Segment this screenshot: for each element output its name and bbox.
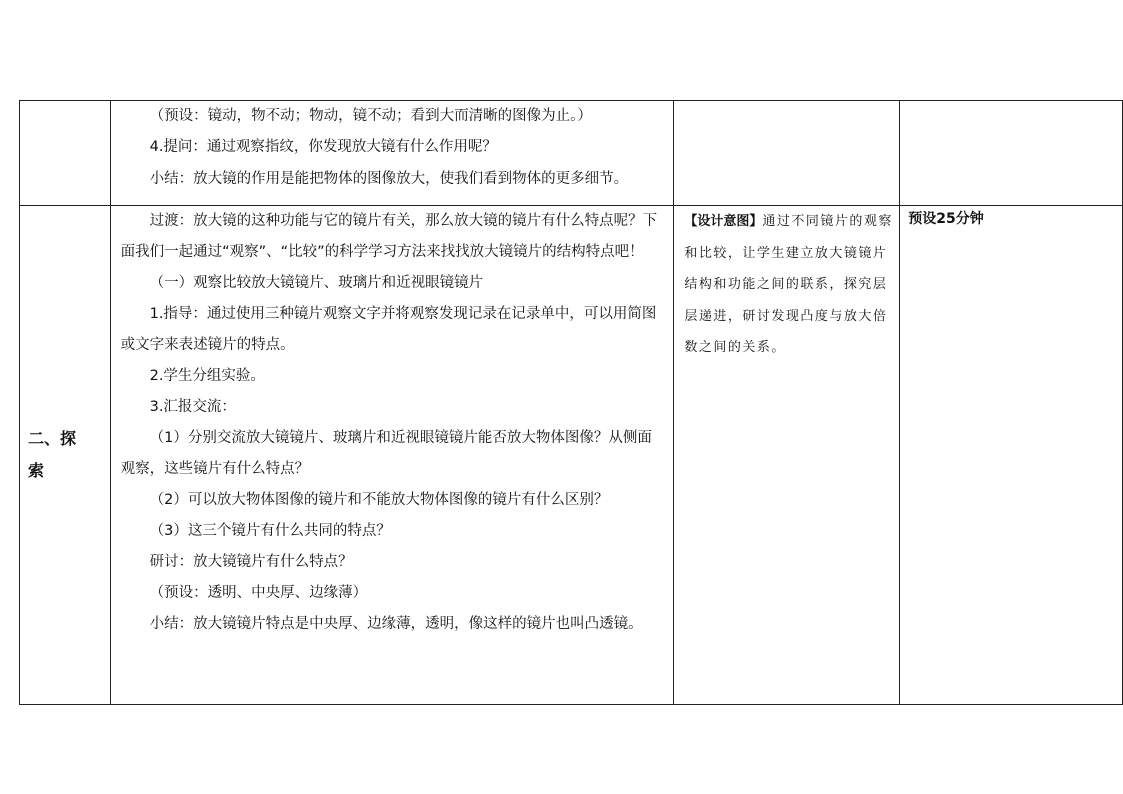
report-item-3: （3）这三个镜片有什么共同的特点？ [149, 523, 391, 539]
discussion-line: 研讨：放大镜镜片有什么特点？ [149, 554, 353, 570]
time-label: 预设25分钟 [908, 211, 984, 227]
table-row [20, 101, 1123, 206]
table-row [20, 206, 1123, 705]
report-item-2: （2）可以放大物体图像的镜片和不能放大物体图像的镜片有什么区别？ [149, 492, 609, 508]
design-intent-tag: 【设计意图】 [684, 214, 763, 229]
stage-label-line1: 二、探 [28, 429, 77, 448]
report-line: 3.汇报交流： [149, 399, 236, 415]
design-intent-text: 通过不同镜片的观察和比较，让学生建立放大镜镜片结构和功能之间的联系，探究层层递进，研讨发现凸度与放大倍数之间的关系。 [684, 214, 893, 355]
summary-line: 小结：放大镜镜片特点是中央厚、边缘薄，透明，像这样的镜片也叫凸透镜。 [149, 616, 643, 632]
section-heading: （一）观察比较放大镜镜片、玻璃片和近视眼镜镜片 [149, 275, 484, 291]
experiment-line: 2.学生分组实验。 [149, 368, 265, 384]
transition-line: 过渡：放大镜的这种功能与它的镜片有关，那么放大镜的镜片有什么特点呢？下面我们一起通过“观察”、“比较”的科学学习方法来找找放大镜镜片的结构特点吧！ [120, 213, 658, 260]
activity-cell [110, 206, 674, 705]
question-line: 4.提问：通过观察指纹，你发现放大镜有什么作用呢？ [149, 139, 497, 155]
preset-line: （预设：镜动，物不动；物动，镜不动；看到大而清晰的图像为止。） [149, 108, 592, 124]
design-intent-cell [674, 206, 900, 705]
stage-label-line2: 索 [28, 461, 45, 480]
preset-line: （预设：透明、中央厚、边缘薄） [149, 585, 368, 601]
stage-cell [20, 206, 111, 705]
activity-cell [110, 101, 674, 206]
lesson-plan-table [19, 100, 1123, 705]
time-cell [900, 206, 1123, 705]
guide-line: 1.指导：通过使用三种镜片观察文字并将观察发现记录在记录单中，可以用简图或文字来表述镜片的特点。 [120, 306, 657, 353]
stage-cell-empty [20, 101, 111, 206]
summary-line: 小结：放大镜的作用是能把物体的图像放大，使我们看到物体的更多细节。 [149, 171, 629, 187]
report-item-1: （1）分别交流放大镜镜片、玻璃片和近视眼镜镜片能否放大物体图像？从侧面观察，这些镜片有什么特点？ [120, 430, 652, 477]
design-cell-empty [674, 101, 900, 206]
time-cell-empty [900, 101, 1123, 206]
